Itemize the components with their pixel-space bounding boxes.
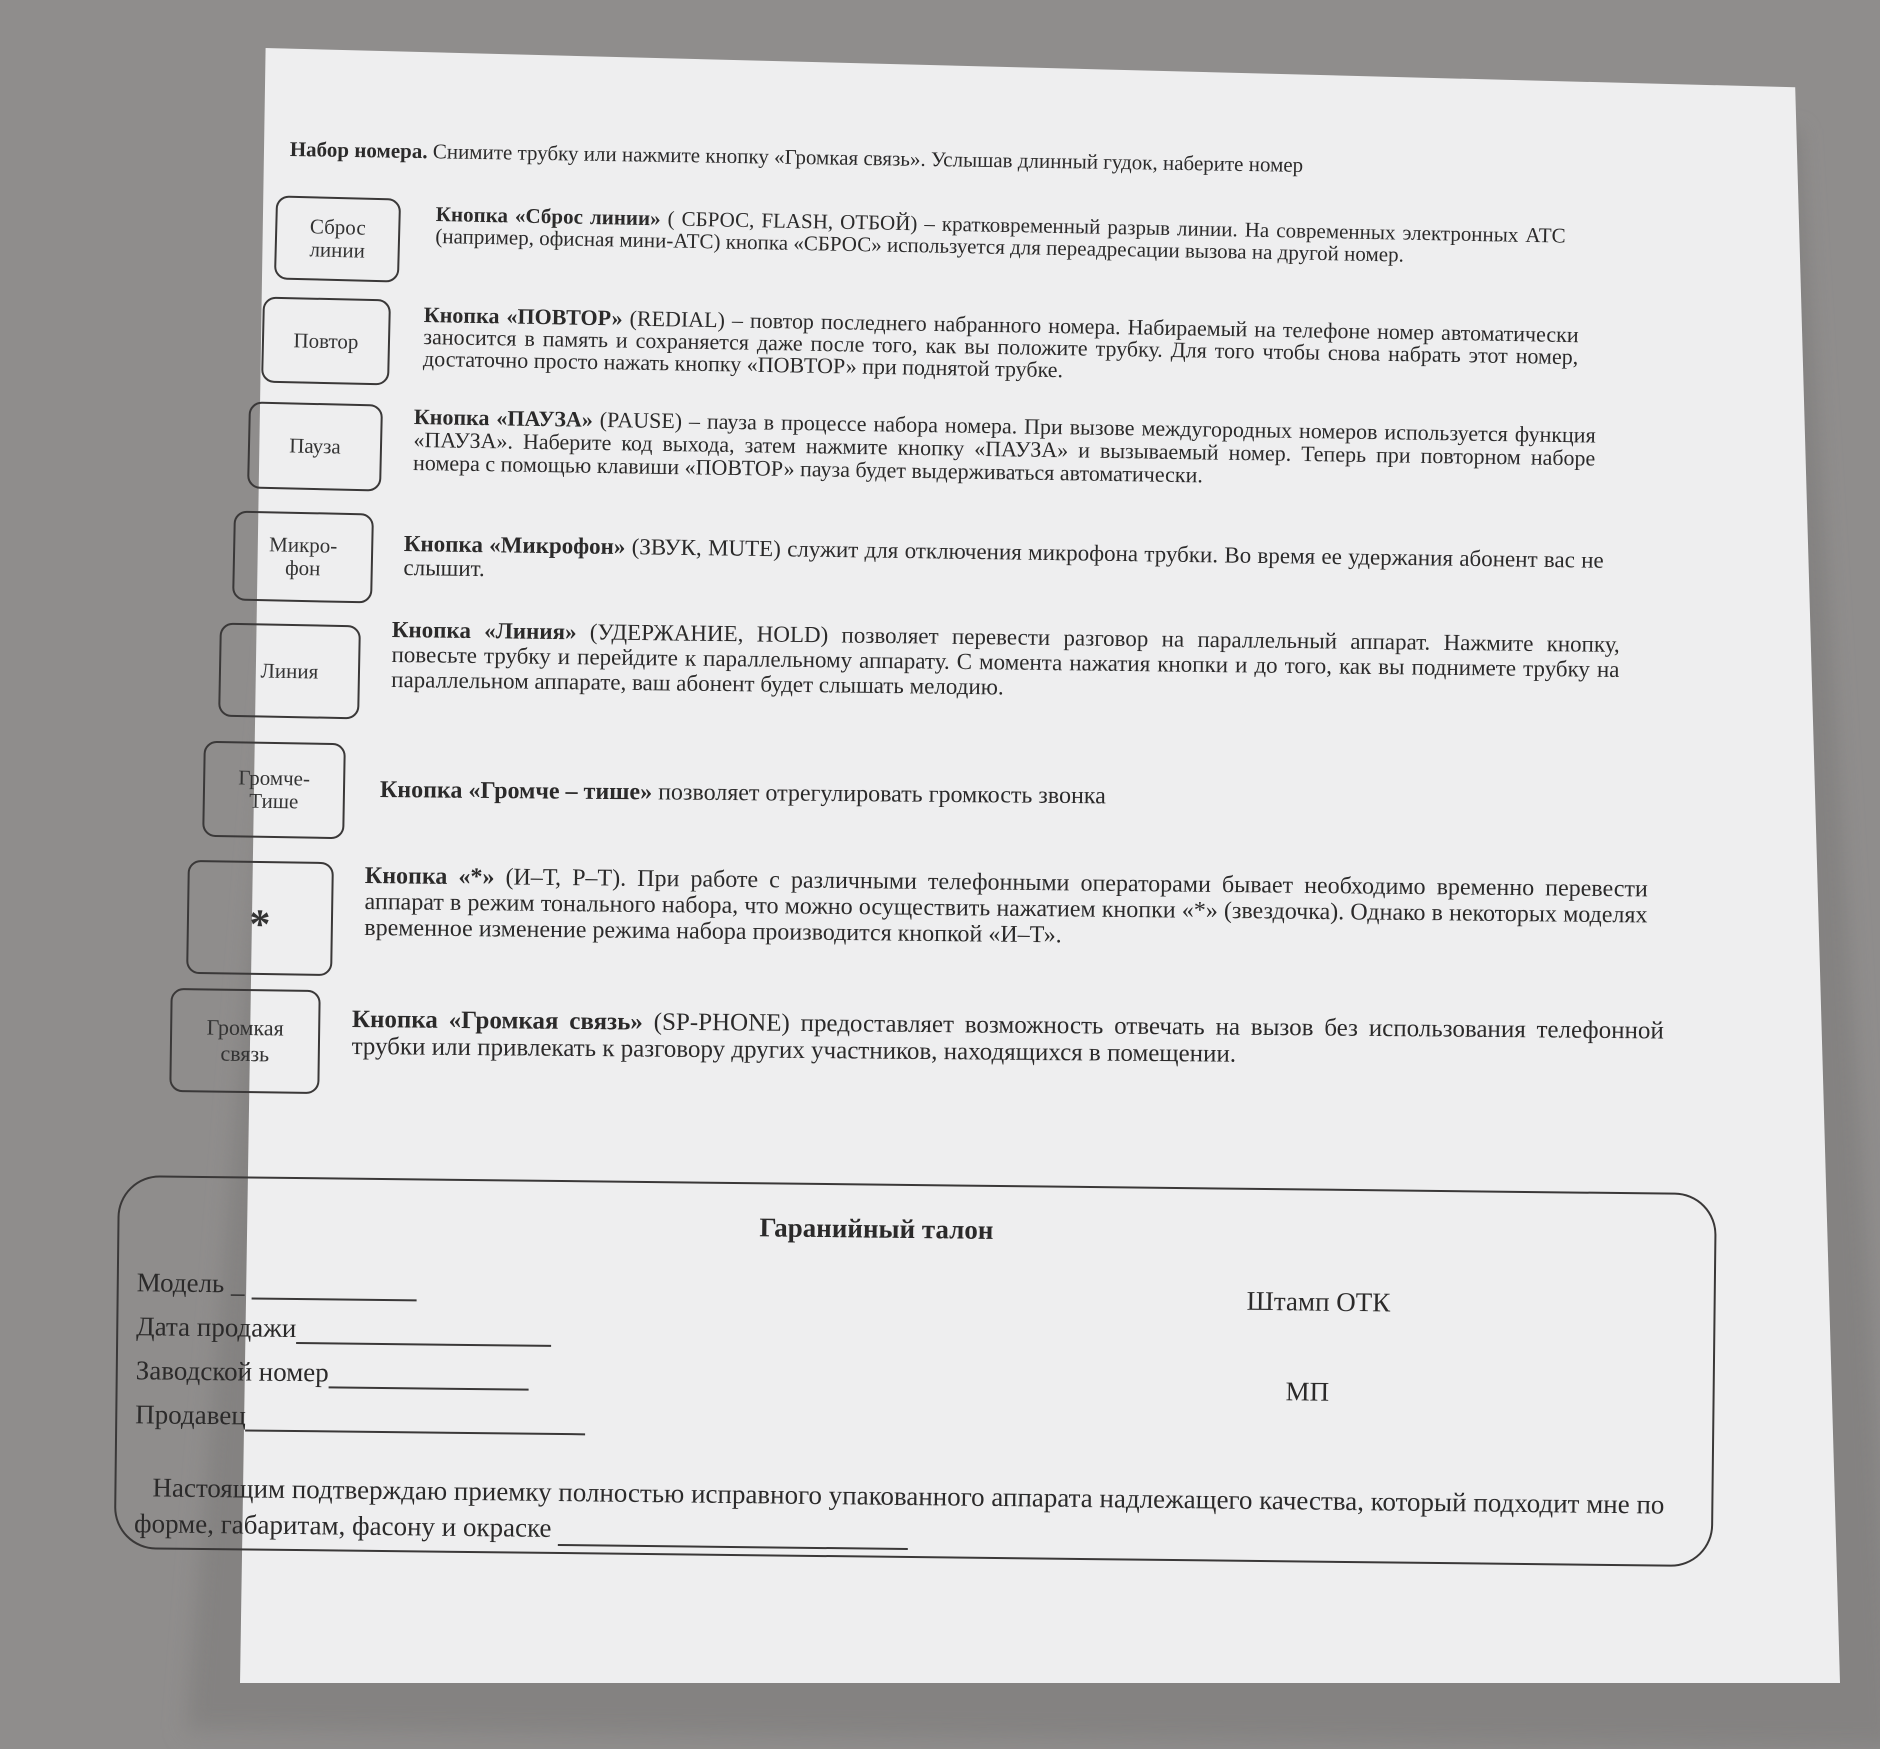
- volume-button-drawing: [202, 741, 346, 839]
- item-text: позволяет отрегулировать громкость звонка: [652, 779, 1106, 810]
- star-button-drawing: [186, 860, 334, 976]
- item-text: (REDIAL) – повтор последнего набранного номера. Набираемый на телефоне номер автоматически заносится в память и сохраняется даже после того, как вы положите трубку. Для того чтобы снова набрать этот номер, достаточно просто нажать кнопку «ПОВТОР» при поднятой трубке.: [422, 305, 1579, 383]
- item-text: (И–Т, Р–Т). При работе с различными телефонными операторами бывает необходимо временно перевести аппарат в режим тонального набора, что можно осуществить нажатием кнопки «*» (звездочка). Однако в некоторых моделях временное изменение режима набора производится кнопкой «И–Т».: [364, 864, 1648, 949]
- star-description: [364, 863, 1648, 954]
- volume-description: [380, 778, 1610, 814]
- seller-field: [135, 1399, 586, 1435]
- signature-blank-line: [558, 1518, 908, 1550]
- button-label: Повтор: [293, 327, 359, 354]
- serial-number-label: Заводской номер: [135, 1355, 329, 1388]
- sale-date-label: Дата продажи: [136, 1311, 297, 1344]
- item-heading: Кнопка «Микрофон»: [403, 531, 626, 560]
- item-heading: Кнопка «ПАУЗА»: [413, 404, 594, 432]
- item-heading: Кнопка «Линия»: [391, 617, 577, 645]
- item-text: (ЗВУК, MUTE) служит для отключения микрофона трубки. Во время ее удержания абонент вас не слышит.: [403, 534, 1604, 582]
- redial-description: [423, 304, 1579, 390]
- button-label: *: [249, 901, 271, 949]
- mute-description: [403, 532, 1604, 597]
- model-field: [137, 1267, 417, 1301]
- item-heading: Кнопка «Громче – тише»: [379, 777, 653, 806]
- hold-description: [391, 617, 1620, 707]
- speakerphone-description: [352, 1006, 1664, 1071]
- item-text: (SP-PHONE) предоставляет возможность отвечать на вызов без использования телефонной трубки или привлекать к разговору других участников, находящихся в помещении.: [351, 1008, 1664, 1068]
- speakerphone-button-drawing: [169, 988, 320, 1094]
- acceptance-text: Настоящим подтверждаю приемку полностью исправного упакованного аппарата надлежащего качества, который подходит мне по форме, габаритам, фасону и окраске: [133, 1472, 1665, 1543]
- seller-blank-line: [246, 1405, 586, 1435]
- seal-label: МП: [1285, 1376, 1330, 1407]
- reset-line-description: [435, 203, 1566, 269]
- button-label: Громкая связь: [206, 1014, 284, 1067]
- item-text: (PAUSE) – пауза в процессе набора номера. При вызове междугородных номеров используется функция «ПАУЗА». Наберите код выхода, затем нажмите кнопку «ПАУЗА» и вызываемый номер. Теперь при повторном наборе номера с помощью клавиши «ПОВТОР» пауза будет выдерживаться автоматически.: [412, 406, 1596, 488]
- sale-date-field: [136, 1311, 551, 1347]
- pause-description: [413, 405, 1596, 493]
- otk-stamp-label: Штамп ОТК: [1246, 1285, 1391, 1318]
- mute-button-drawing: [232, 511, 374, 604]
- button-label: Сброс линии: [309, 214, 367, 263]
- item-heading: Кнопка «Сброс линии»: [435, 202, 661, 231]
- item-heading: Кнопка «Громкая связь»: [351, 1006, 643, 1036]
- button-label: Пауза: [288, 433, 342, 459]
- button-label: Микро-фон: [268, 532, 338, 581]
- intro-text: Снимите трубку или нажмите кнопку «Громкая связь». Услышав длинный гудок, наберите номер: [427, 139, 1304, 177]
- warranty-coupon: [114, 1175, 1717, 1567]
- item-text: (УДЕРЖАНИЕ, HOLD) позволяет перевести разговор на параллельный аппарат. Нажмите кнопку, повесьте трубку и перейдите к параллельному аппарату. С момента нажатия кнопки и до того, как вы поднимете трубку на параллельном аппарате, ваш абонент будет слышать мелодию.: [391, 619, 1620, 700]
- item-heading: Кнопка «*»: [364, 863, 495, 891]
- button-label: Громче-Тише: [238, 765, 311, 814]
- pause-button-drawing: [247, 401, 383, 491]
- intro-paragraph: [290, 138, 1560, 180]
- seller-label: Продавец: [135, 1399, 246, 1431]
- coupon-title: Гаранийный талон: [759, 1212, 994, 1245]
- item-text: ( СБРОС, FLASH, ОТБОЙ) – кратковременный разрыв линии. На современных электронных АТС (например, офисная мини-АТС) кнопка «СБРОС» используется для переадресации вызова на другой номер.: [435, 206, 1566, 267]
- intro-heading: Набор номера.: [289, 137, 428, 164]
- model-blank-line: [251, 1274, 416, 1302]
- item-heading: Кнопка «ПОВТОР»: [423, 302, 623, 331]
- hold-button-drawing: [218, 623, 361, 720]
- reset-line-button-drawing: [274, 195, 401, 282]
- serial-number-field: [136, 1355, 529, 1390]
- redial-button-drawing: [261, 297, 391, 386]
- model-label: Модель _: [136, 1267, 245, 1299]
- acceptance-statement: [134, 1469, 1695, 1559]
- serial-number-blank-line: [329, 1362, 529, 1390]
- button-label: Линия: [260, 657, 319, 684]
- sale-date-blank-line: [296, 1318, 551, 1347]
